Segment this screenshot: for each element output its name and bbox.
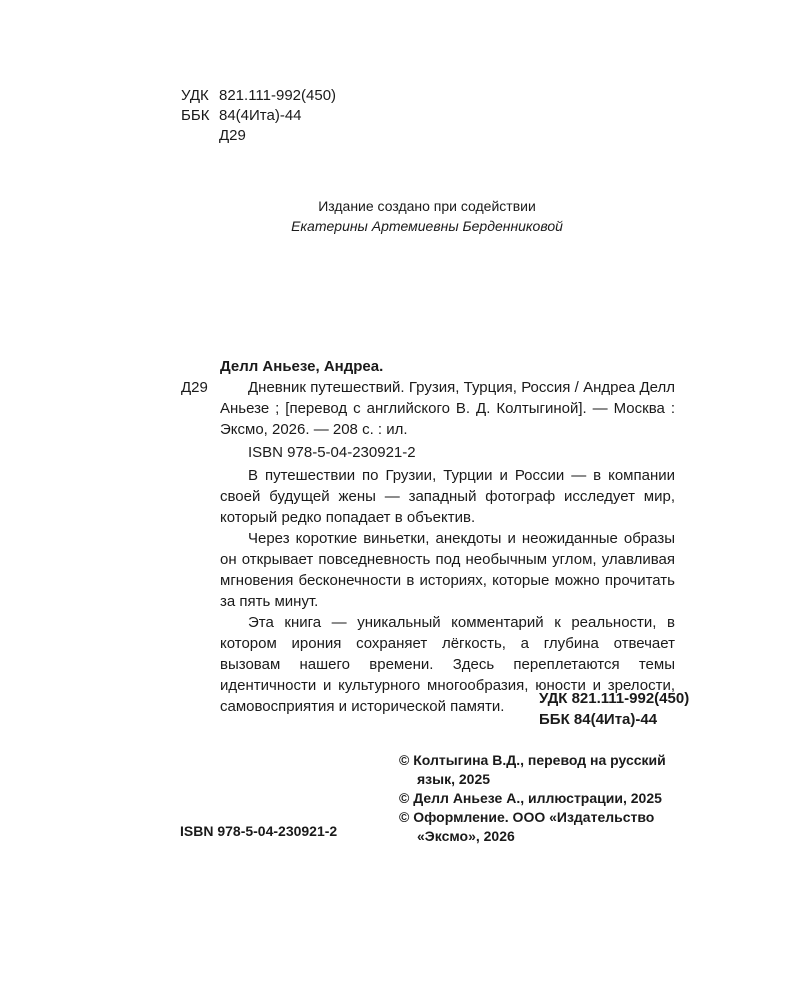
copyright-translation: © Колтыгина В.Д., перевод на русский язык, 2025 xyxy=(399,752,666,787)
classification-codes xyxy=(181,86,336,146)
entry-bbk: ББК 84(4Ита)-44 xyxy=(539,711,658,728)
bbk-value: 84(4Ита)-44 xyxy=(219,107,302,124)
annotation-paragraph: Эта книга — уникальный комментарий к реальности, в котором ирония сохраняет лёгкость, а глубина отвечает вызовам нашего времени. Здесь переплетаются темы идентичности и культурного многообразия, юности и зрелости, самовосприятия и исторической памяти. xyxy=(220,614,675,715)
sponsor-credit xyxy=(27,196,800,236)
entry-author-mark: Д29 xyxy=(181,379,208,396)
bbk-label: ББК xyxy=(181,107,210,124)
entry-title-block xyxy=(220,377,675,440)
author-mark-row xyxy=(181,126,336,146)
copyright-design: © Оформление. ООО «Издательство «Эксмо», 2026 xyxy=(399,809,655,844)
udk-value: 821.111-992(450) xyxy=(219,87,337,104)
udk-label: УДК xyxy=(181,87,209,104)
entry-author-heading: Делл Аньезе, Андреа. xyxy=(220,358,384,375)
copyright-illustrations: © Делл Аньезе А., иллюстрации, 2025 xyxy=(399,790,662,806)
entry-udk: УДК 821.111-992(450) xyxy=(539,690,690,707)
entry-classification xyxy=(539,688,689,730)
credit-line-2: Екатерины Артемиевны Берденниковой xyxy=(291,218,563,234)
entry-annotation xyxy=(220,465,675,717)
bbk-row xyxy=(181,106,336,126)
entry-title-text: Дневник путешествий. Грузия, Турция, Россия / Андреа Делл Аньезе ; [перевод с английского В. Д. Колтыгиной]. — Москва : Эксмо, 2026. — 208 с. : ил. xyxy=(220,379,675,438)
credit-line-1: Издание создано при содействии xyxy=(318,198,536,214)
entry-isbn: ISBN 978-5-04-230921-2 xyxy=(248,444,416,461)
footer-isbn: ISBN 978-5-04-230921-2 xyxy=(180,823,338,839)
annotation-paragraph: Через короткие виньетки, анекдоты и неожиданные образы он открывает повседневность под необычным углом, улавливая мгновения бесконечности в историях, которые можно прочитать за пять минут. xyxy=(220,530,675,610)
annotation-paragraph: В путешествии по Грузии, Турции и России — в компании своей будущей жены — западный фотограф исследует мир, который редко попадает в объектив. xyxy=(220,467,675,526)
udk-row xyxy=(181,86,336,106)
author-mark: Д29 xyxy=(219,127,246,144)
copyright-block xyxy=(399,751,679,846)
